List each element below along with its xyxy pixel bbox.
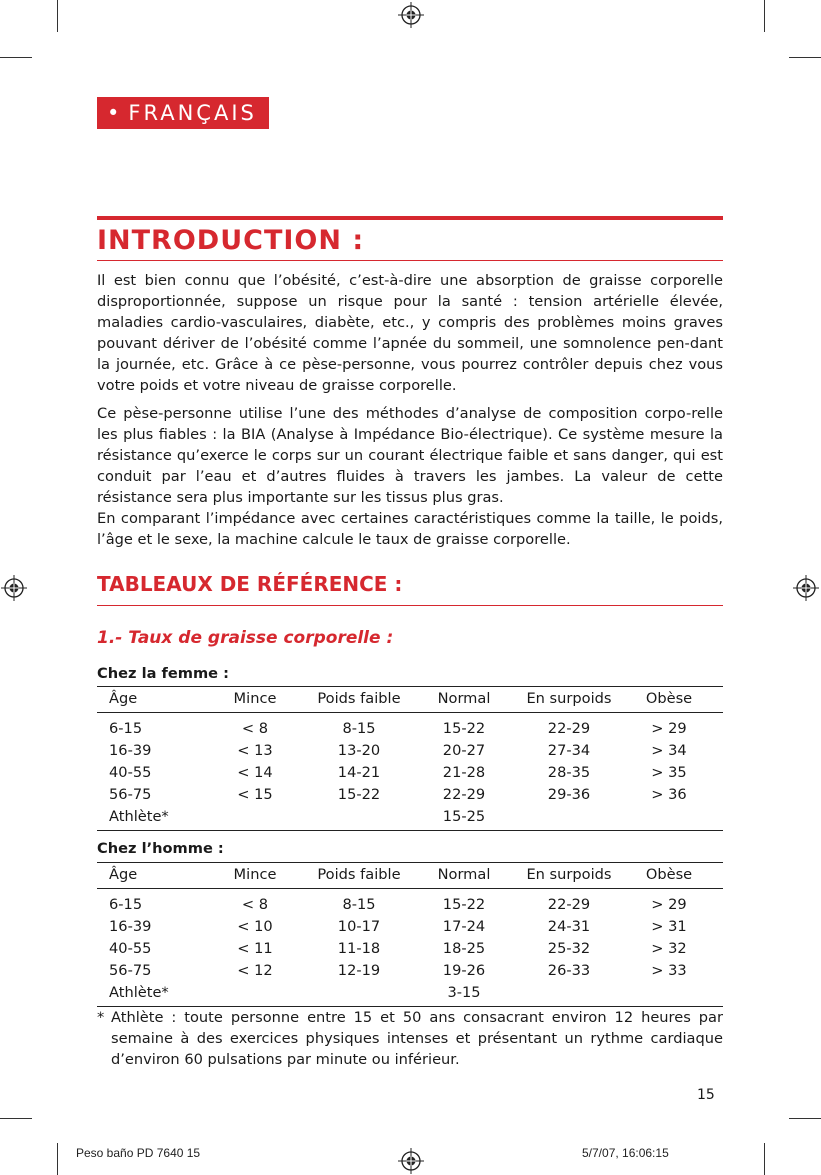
table-cell: > 35	[651, 764, 687, 781]
column-header: Obèse	[645, 866, 693, 883]
table-rule	[97, 888, 723, 889]
column-header: En surpoids	[526, 690, 612, 707]
table-cell: > 29	[651, 720, 687, 737]
table-cell: 11-18	[337, 940, 381, 957]
column-header: Âge	[109, 690, 138, 707]
section-underline	[97, 605, 723, 606]
table-cell: > 32	[651, 940, 687, 957]
table-cell: 18-25	[442, 940, 486, 957]
table-cell: > 31	[651, 918, 687, 935]
table-cell: < 8	[241, 720, 269, 737]
footer-timestamp: 5/7/07, 16:06:15	[582, 1146, 669, 1160]
registration-mark-icon	[398, 1148, 424, 1174]
intro-paragraph: Il est bien connu que l’obésité, c’est-à-dire une absorption de graisse corporelle disproportionnée, suppose un risque pour la santé : tension artérielle élevée, maladies cardio-vasculaires, diabète, etc., y compris des problèmes moins graves pouvant dériver de l’obésité comme l’apnée du sommeil, une somnolence pen-dant la journée, etc. Grâce à ce pèse-personne, vous pourrez contrôler depuis chez vous votre poids et votre niveau de graisse corporelle.	[97, 272, 723, 394]
table-cell: < 10	[237, 918, 273, 935]
table-cell: 26-33	[547, 962, 591, 979]
table-cell: 28-35	[547, 764, 591, 781]
table-row	[97, 915, 723, 937]
table-row	[97, 893, 723, 915]
crop-mark	[789, 1118, 821, 1119]
table-cell: 8-15	[342, 720, 376, 737]
table-cell: 16-39	[109, 918, 152, 935]
reference-subtitle: 1.- Taux de graisse corporelle :	[97, 628, 394, 648]
column-header: Âge	[109, 866, 138, 883]
column-header: En surpoids	[526, 866, 612, 883]
bullet-icon: •	[107, 101, 123, 125]
table-header	[97, 687, 723, 712]
table-cell: 21-28	[442, 764, 486, 781]
table-cell: < 14	[237, 764, 273, 781]
language-label: FRANÇAIS	[128, 101, 257, 125]
crop-mark	[0, 57, 32, 58]
table-cell: 40-55	[109, 940, 152, 957]
column-header: Poids faible	[317, 690, 401, 707]
table-cell: Athlète*	[109, 808, 169, 825]
table-cell: 22-29	[547, 896, 591, 913]
table-cell: 24-31	[547, 918, 591, 935]
crop-mark	[0, 1118, 32, 1119]
table-cell: > 36	[651, 786, 687, 803]
table-row	[97, 717, 723, 739]
table-cell: Athlète*	[109, 984, 169, 1001]
table-rule	[97, 830, 723, 831]
table-cell: 10-17	[337, 918, 381, 935]
footnote-text: Athlète : toute personne entre 15 et 50 ans consacrant environ 12 heures par semaine à des exercices physiques intenses et présentant un rythme cardiaque d’environ 60 pulsations par minute ou inférieur.	[111, 1009, 723, 1068]
table-cell: > 33	[651, 962, 687, 979]
table-cell: 3-15	[447, 984, 481, 1001]
footnote-marker: *	[97, 1009, 105, 1026]
crop-mark	[57, 1143, 58, 1175]
table-row	[97, 981, 723, 1003]
crop-mark	[764, 1143, 765, 1175]
table-cell: 29-36	[547, 786, 591, 803]
women-table	[97, 686, 723, 831]
table-row	[97, 805, 723, 827]
intro-paragraph: Ce pèse-personne utilise l’une des méthodes d’analyse de composition corpo-relle les plus fiables : la BIA (Analyse à Impédance Bio-électrique). Ce système mesure la résistance qu’exerce le corps sur un courant électrique faible et sans danger, qui est conduit par l’eau et d’autres fluides à travers les jambes. La valeur de cette résistance sera plus importante sur les tissus plus gras.	[97, 405, 723, 506]
table-cell: 13-20	[337, 742, 381, 759]
intro-paragraph: En comparant l’impédance avec certaines caractéristiques comme la taille, le poids, l’âge et le sexe, la machine calcule le taux de graisse corporelle.	[97, 510, 723, 548]
table-cell: 20-27	[442, 742, 486, 759]
column-header: Obèse	[645, 690, 693, 707]
table-header	[97, 863, 723, 888]
table-cell: < 15	[237, 786, 273, 803]
table-row	[97, 739, 723, 761]
table-row	[97, 937, 723, 959]
table-cell: 56-75	[109, 962, 152, 979]
table-cell: > 34	[651, 742, 687, 759]
section-underline	[97, 260, 723, 261]
table-row	[97, 959, 723, 981]
table-cell: < 11	[237, 940, 273, 957]
column-header: Mince	[233, 690, 277, 707]
athlete-footnote	[97, 1007, 723, 1070]
table-cell: 15-25	[442, 808, 486, 825]
crop-mark	[789, 57, 821, 58]
reference-title: TABLEAUX DE RÉFÉRENCE :	[97, 572, 403, 596]
table-cell: 15-22	[442, 720, 486, 737]
table-cell: > 29	[651, 896, 687, 913]
table-cell: 19-26	[442, 962, 486, 979]
table-cell: 56-75	[109, 786, 152, 803]
registration-mark-icon	[398, 2, 424, 28]
column-header: Mince	[233, 866, 277, 883]
table-cell: 22-29	[442, 786, 486, 803]
table-rule	[97, 712, 723, 713]
table-cell: 15-22	[442, 896, 486, 913]
table-cell: 17-24	[442, 918, 486, 935]
men-table	[97, 862, 723, 1007]
footer-file-info: Peso baño PD 7640 15	[76, 1146, 201, 1160]
table-cell: < 12	[237, 962, 273, 979]
intro-title: INTRODUCTION :	[97, 225, 365, 256]
crop-mark	[764, 0, 765, 32]
men-table-label: Chez l’homme :	[97, 840, 224, 857]
table-cell: 22-29	[547, 720, 591, 737]
registration-mark-icon	[1, 575, 27, 601]
registration-mark-icon	[793, 575, 819, 601]
section-divider	[97, 216, 723, 220]
column-header: Poids faible	[317, 866, 401, 883]
table-cell: 6-15	[109, 896, 143, 913]
page-number: 15	[697, 1087, 715, 1103]
table-cell: 27-34	[547, 742, 591, 759]
language-tab	[97, 97, 269, 129]
table-cell: < 13	[237, 742, 273, 759]
table-cell: 15-22	[337, 786, 381, 803]
women-table-label: Chez la femme :	[97, 665, 229, 682]
table-cell: 12-19	[337, 962, 381, 979]
column-header: Normal	[437, 690, 491, 707]
table-cell: 25-32	[547, 940, 591, 957]
table-row	[97, 761, 723, 783]
column-header: Normal	[437, 866, 491, 883]
table-cell: 16-39	[109, 742, 152, 759]
table-cell: 40-55	[109, 764, 152, 781]
table-row	[97, 783, 723, 805]
crop-mark	[57, 0, 58, 32]
table-cell: 6-15	[109, 720, 143, 737]
table-cell: < 8	[241, 896, 269, 913]
table-cell: 8-15	[342, 896, 376, 913]
table-cell: 14-21	[337, 764, 381, 781]
